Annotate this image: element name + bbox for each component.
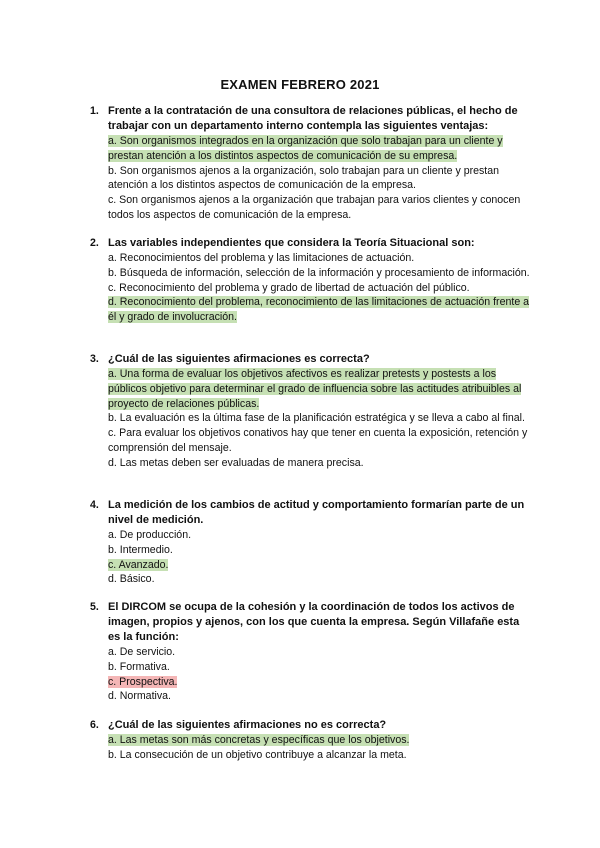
option-d: d. Reconocimiento del problema, reconocimiento de las limitaciones de actuación frente a él y grado de involucración. (108, 296, 530, 324)
question-number: 5. (90, 601, 99, 613)
option-d: d. Básico. (108, 573, 155, 586)
option-b: b. Búsqueda de información, selección de la información y procesamiento de información. (108, 266, 530, 279)
option-d: d. Normativa. (108, 690, 171, 703)
question-number: 2. (90, 237, 99, 249)
question-text: Frente a la contratación de una consultora de relaciones públicas, el hecho de trabajar con un departamento interno contempla las siguientes ventajas: (108, 105, 518, 132)
option-a: a. Son organismos integrados en la organización que solo trabajan para un cliente y prestan atención a los distintos aspectos de comunicación de su empresa. (108, 135, 503, 162)
question-4 (90, 498, 530, 587)
question-1 (90, 104, 530, 223)
option-c: c. Reconocimiento del problema y grado de libertad de actuación del público. (108, 281, 470, 294)
question-text: ¿Cuál de las siguientes afirmaciones es correcta? (108, 353, 370, 365)
page-title: EXAMEN FEBRERO 2021 (220, 77, 380, 92)
option-b: b. Son organismos ajenos a la organización, solo trabajan para un cliente y prestan atención a los distintos aspectos de comunicación de la empresa. (108, 164, 500, 192)
option-c: c. Para evaluar los objetivos conativos hay que tener en cuenta la exposición, retención y comprensión del mensaje. (108, 427, 528, 454)
question-number: 3. (90, 353, 99, 365)
question-6 (90, 718, 530, 763)
option-b: b. La evaluación es la última fase de la planificación estratégica y se lleva a cabo al final. (108, 412, 525, 425)
option-a: a. De servicio. (108, 646, 176, 658)
question-text: Las variables independientes que considera la Teoría Situacional son: (108, 237, 475, 249)
option-b: b. Formativa. (108, 660, 170, 673)
question-number: 6. (90, 719, 99, 731)
question-5 (90, 600, 530, 704)
question-number: 4. (90, 499, 99, 511)
question-text: El DIRCOM se ocupa de la cohesión y la coordinación de todos los activos de imagen, propios y ajenos, con los que cuenta la empresa. Según Villafañe esta es la función: (108, 601, 520, 643)
question-2 (90, 236, 530, 325)
option-a: a. Reconocimientos del problema y las limitaciones de actuación. (108, 252, 415, 264)
question-text: ¿Cuál de las siguientes afirmaciones no es correcta? (108, 719, 387, 731)
option-c: c. Prospectiva. (108, 675, 178, 688)
option-a: a. De producción. (108, 529, 192, 541)
option-c: c. Avanzado. (108, 558, 169, 571)
question-number: 1. (90, 105, 99, 117)
option-a: a. Las metas son más concretas y específicas que los objetivos. (108, 734, 410, 746)
question-3 (90, 352, 530, 471)
option-b: b. La consecución de un objetivo contribuye a alcanzar la meta. (108, 748, 407, 761)
option-d: d. Las metas deben ser evaluadas de manera precisa. (108, 456, 364, 469)
option-c: c. Son organismos ajenos a la organización que trabajan para varios clientes y conocen todos los aspectos de comunicación de la empresa. (108, 194, 521, 221)
option-b: b. Intermedio. (108, 543, 173, 556)
question-text: La medición de los cambios de actitud y comportamiento formarían parte de un nivel de medición. (108, 499, 525, 526)
option-a: a. Una forma de evaluar los objetivos afectivos es realizar pretests y postests a los públicos objetivo para determinar el grado de influencia sobre las actitudes atribuibles al proyecto de relaciones públicas. (108, 368, 522, 410)
